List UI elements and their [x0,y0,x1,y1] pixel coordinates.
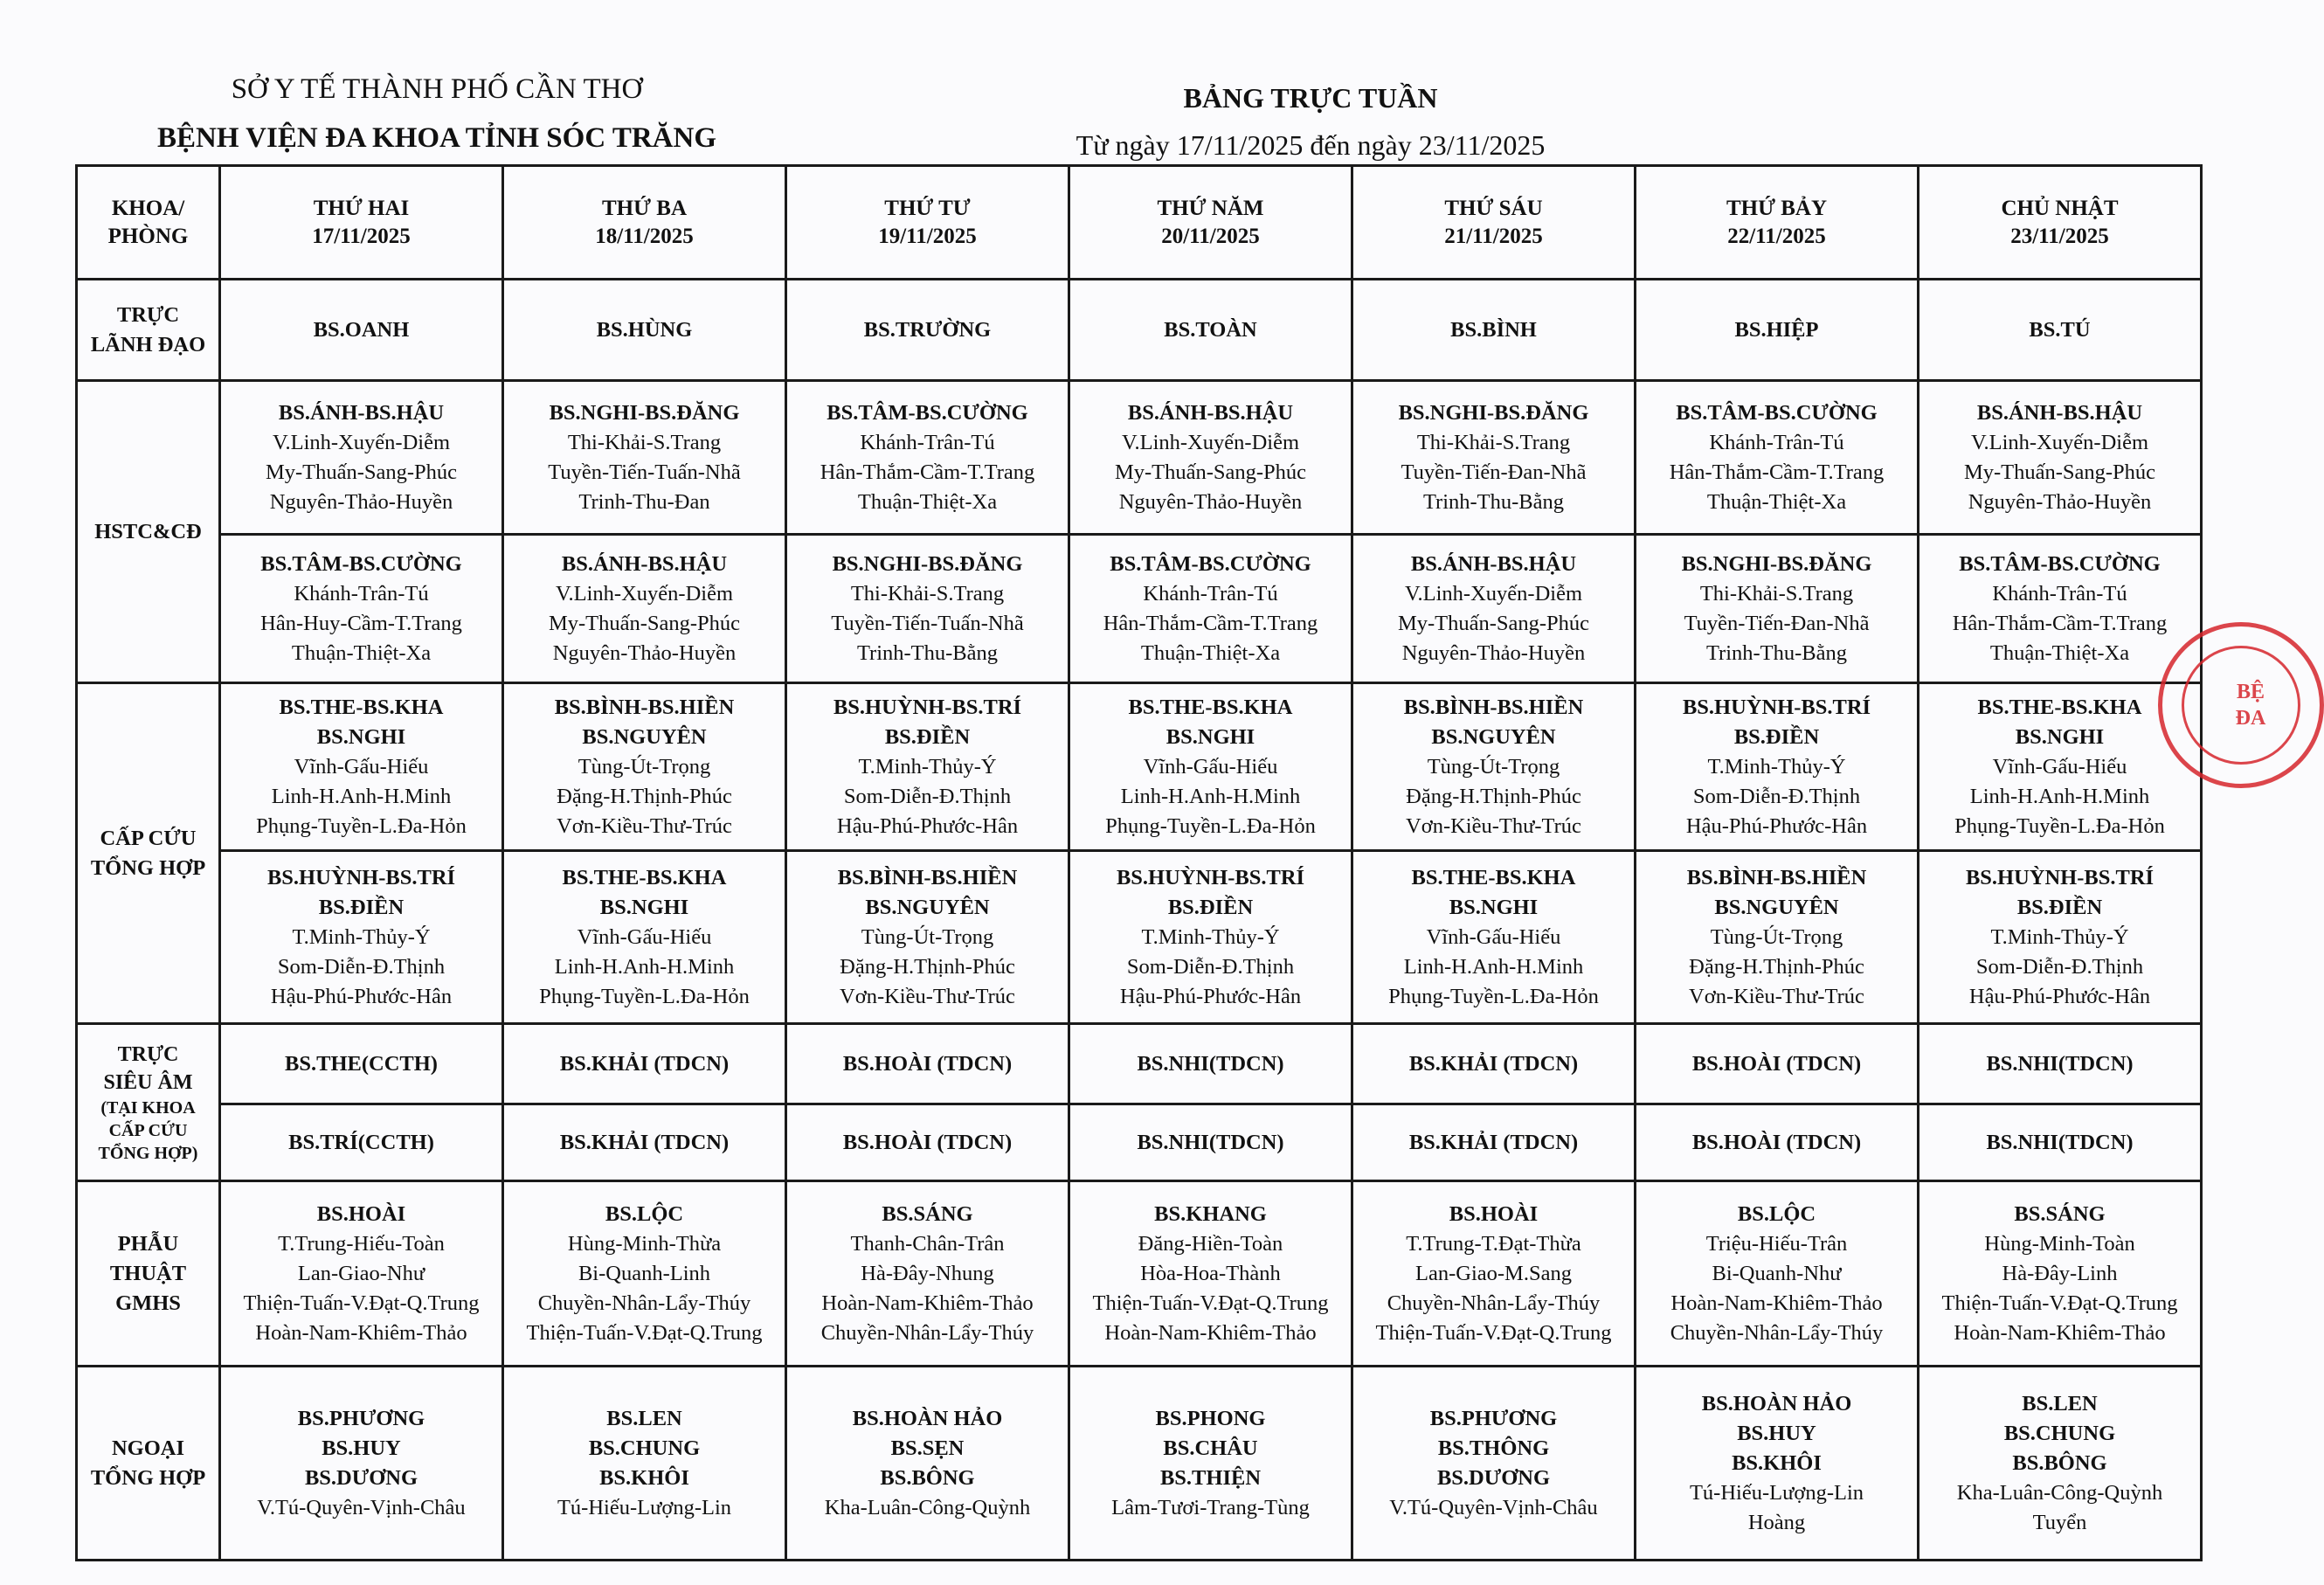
table-cell: BS.ÁNH-BS.HẬU V.Linh-Xuyến-Diễm My-Thuấn-Sang-Phúc Nguyên-Thảo-Huyền [1919,381,2202,535]
day-header-sun: CHỦ NHẬT 23/11/2025 [1919,166,2202,280]
table-cell: BS.HUỲNH-BS.TRÍ BS.ĐIỀN T.Minh-Thủy-Ý Som-Diễn-Đ.Thịnh Hậu-Phú-Phước-Hân [786,683,1069,851]
table-cell: BS.THE-BS.KHA BS.NGHI Vĩnh-Gấu-Hiếu Linh-H.Anh-H.Minh Phụng-Tuyền-L.Đa-Hỏn [1919,683,2202,851]
table-cell: BS.LEN BS.CHUNG BS.BÔNG Kha-Luân-Công-Quỳnh Tuyển [1919,1367,2202,1561]
table-cell: BS.SÁNG Hùng-Minh-Toàn Hà-Đây-Linh Thiện-Tuấn-V.Đạt-Q.Trung Hoàn-Nam-Khiêm-Thảo [1919,1181,2202,1367]
table-cell: BS.NHI(TDCN) [1919,1104,2202,1181]
table-cell: BS.HOÀN HẢO BS.HUY BS.KHÔI Tú-Hiếu-Lượng-Lin Hoàng [1636,1367,1919,1561]
table-cell: BS.LEN BS.CHUNG BS.KHÔI Tú-Hiếu-Lượng-Lin [503,1367,786,1561]
hstc-row-1 [77,381,2202,535]
table-cell: BS.TRƯỜNG [786,280,1069,381]
table-cell: BS.HOÀI T.Trung-T.Đạt-Thừa Lan-Giao-M.Sang Chuyền-Nhân-Lẩy-Thúy Thiện-Tuấn-V.Đạt-Q.Trung [1352,1181,1636,1367]
table-cell: BS.THE-BS.KHA BS.NGHI Vĩnh-Gấu-Hiếu Linh-H.Anh-H.Minh Phụng-Tuyền-L.Đa-Hỏn [220,683,503,851]
leadership-row [77,280,2202,381]
table-cell: BS.NGHI-BS.ĐĂNG Thi-Khải-S.Trang Tuyền-Tiến-Đan-Nhã Trinh-Thu-Bằng [1352,381,1636,535]
table-cell: BS.HUỲNH-BS.TRÍ BS.ĐIỀN T.Minh-Thủy-Ý Som-Diễn-Đ.Thịnh Hậu-Phú-Phước-Hân [1069,851,1352,1024]
dept-header-line: KHOA/ [111,196,185,220]
table-cell: BS.KHẢI (TDCN) [503,1024,786,1104]
table-cell: BS.KHẢI (TDCN) [1352,1024,1636,1104]
er-row-2 [77,851,2202,1024]
document-title: BẢNG TRỰC TUẦN [1183,82,1438,114]
table-cell: BS.HOÀI (TDCN) [786,1024,1069,1104]
table-cell: BS.HIỆP [1636,280,1919,381]
er-row-1 [77,683,2202,851]
table-cell: BS.TÂM-BS.CƯỜNG Khánh-Trân-Tú Hân-Thắm-Cầm-T.Trang Thuận-Thiệt-Xa [786,381,1069,535]
date-range: Từ ngày 17/11/2025 đến ngày 23/11/2025 [1076,129,1546,161]
table-cell: BS.TÂM-BS.CƯỜNG Khánh-Trân-Tú Hân-Huy-Cầm-T.Trang Thuận-Thiệt-Xa [220,535,503,683]
ultrasound-row-1 [77,1024,2202,1104]
table-cell: BS.NHI(TDCN) [1919,1024,2202,1104]
table-cell: BS.PHƯƠNG BS.HUY BS.DƯƠNG V.Tú-Quyên-Vịnh-Châu [220,1367,503,1561]
table-cell: BS.BÌNH-BS.HIỀN BS.NGUYÊN Tùng-Út-Trọng Đặng-H.Thịnh-Phúc Vơn-Kiều-Thư-Trúc [1636,851,1919,1024]
table-cell: BS.HOÀI (TDCN) [1636,1104,1919,1181]
dept-label-surgery: PHẪU THUẬT GMHS [77,1181,220,1367]
day-header-tue: THỨ BA 18/11/2025 [503,166,786,280]
table-cell: BS.TOÀN [1069,280,1352,381]
table-cell: BS.ÁNH-BS.HẬU V.Linh-Xuyến-Diễm My-Thuấn-Sang-Phúc Nguyên-Thảo-Huyền [1352,535,1636,683]
day-header-wed: THỨ TƯ 19/11/2025 [786,166,1069,280]
table-cell: BS.TÂM-BS.CƯỜNG Khánh-Trân-Tú Hân-Thắm-Cầm-T.Trang Thuận-Thiệt-Xa [1069,535,1352,683]
ultrasound-row-2 [77,1104,2202,1181]
dept-header-line: PHÒNG [107,224,189,248]
table-cell: BS.SÁNG Thanh-Chân-Trân Hà-Đây-Nhung Hoàn-Nam-Khiêm-Thảo Chuyền-Nhân-Lẩy-Thúy [786,1181,1069,1367]
table-cell: BS.THE-BS.KHA BS.NGHI Vĩnh-Gấu-Hiếu Linh-H.Anh-H.Minh Phụng-Tuyền-L.Đa-Hỏn [1352,851,1636,1024]
table-cell: BS.NGHI-BS.ĐĂNG Thi-Khải-S.Trang Tuyền-Tiến-Tuấn-Nhã Trinh-Thu-Đan [503,381,786,535]
table-cell: BS.BÌNH-BS.HIỀN BS.NGUYÊN Tùng-Út-Trọng Đặng-H.Thịnh-Phúc Vơn-Kiều-Thư-Trúc [786,851,1069,1024]
duty-roster-table [75,164,2203,1561]
day-header-mon: THỨ HAI 17/11/2025 [220,166,503,280]
table-cell: BS.HOÀI (TDCN) [786,1104,1069,1181]
surgery-row [77,1181,2202,1367]
table-cell: BS.TÚ [1919,280,2202,381]
table-cell: BS.NHI(TDCN) [1069,1104,1352,1181]
table-cell: BS.THE-BS.KHA BS.NGHI Vĩnh-Gấu-Hiếu Linh-H.Anh-H.Minh Phụng-Tuyền-L.Đa-Hỏn [1069,683,1352,851]
table-cell: BS.HOÀI T.Trung-Hiếu-Toàn Lan-Giao-Như Thiện-Tuấn-V.Đạt-Q.Trung Hoàn-Nam-Khiêm-Thảo [220,1181,503,1367]
seal-text: BỆ ĐA [2235,681,2266,730]
table-cell: BS.HÙNG [503,280,786,381]
table-cell: BS.PHƯƠNG BS.THÔNG BS.DƯƠNG V.Tú-Quyên-Vịnh-Châu [1352,1367,1636,1561]
table-cell: BS.ÁNH-BS.HẬU V.Linh-Xuyến-Diễm My-Thuấn-Sang-Phúc Nguyên-Thảo-Huyền [503,535,786,683]
table-cell: BS.BÌNH-BS.HIỀN BS.NGUYÊN Tùng-Út-Trọng Đặng-H.Thịnh-Phúc Vơn-Kiều-Thư-Trúc [1352,683,1636,851]
hospital-name: BỆNH VIỆN ĐA KHOA TỈNH SÓC TRĂNG [157,122,716,154]
table-cell: BS.KHẢI (TDCN) [503,1104,786,1181]
table-cell: BS.THE(CCTH) [220,1024,503,1104]
day-header-sat: THỨ BẢY 22/11/2025 [1636,166,1919,280]
table-cell: BS.KHANG Đăng-Hiền-Toàn Hòa-Hoa-Thành Thiện-Tuấn-V.Đạt-Q.Trung Hoàn-Nam-Khiêm-Thảo [1069,1181,1352,1367]
table-cell: BS.TRÍ(CCTH) [220,1104,503,1181]
day-header-thu: THỨ NĂM 20/11/2025 [1069,166,1352,280]
table-cell: BS.LỘC Hùng-Minh-Thừa Bi-Quanh-Linh Chuyền-Nhân-Lẩy-Thúy Thiện-Tuấn-V.Đạt-Q.Trung [503,1181,786,1367]
hstc-row-2 [77,535,2202,683]
table-cell: BS.TÂM-BS.CƯỜNG Khánh-Trân-Tú Hân-Thắm-Cầm-T.Trang Thuận-Thiệt-Xa [1636,381,1919,535]
day-header-fri: THỨ SÁU 21/11/2025 [1352,166,1636,280]
header-row [77,166,2202,280]
org-parent-name: SỞ Y TẾ THÀNH PHỐ CẦN THƠ [231,73,643,105]
table-cell: BS.THE-BS.KHA BS.NGHI Vĩnh-Gấu-Hiếu Linh-H.Anh-H.Minh Phụng-Tuyền-L.Đa-Hỏn [503,851,786,1024]
dept-label-hstc: HSTC&CĐ [77,381,220,683]
table-cell: BS.ÁNH-BS.HẬU V.Linh-Xuyến-Diễm My-Thuấn-Sang-Phúc Nguyên-Thảo-Huyền [220,381,503,535]
table-cell: BS.KHẢI (TDCN) [1352,1104,1636,1181]
dept-label-leadership: TRỰC LÃNH ĐẠO [77,280,220,381]
external-row [77,1367,2202,1561]
table-cell: BS.NHI(TDCN) [1069,1024,1352,1104]
table-cell: BS.OANH [220,280,503,381]
table-cell: BS.HOÀN HẢO BS.SẸN BS.BÔNG Kha-Luân-Công-Quỳnh [786,1367,1069,1561]
table-cell: BS.NGHI-BS.ĐĂNG Thi-Khải-S.Trang Tuyền-Tiến-Đan-Nhã Trinh-Thu-Bằng [1636,535,1919,683]
table-cell: BS.ÁNH-BS.HẬU V.Linh-Xuyến-Diễm My-Thuấn-Sang-Phúc Nguyên-Thảo-Huyền [1069,381,1352,535]
table-cell: BS.BÌNH [1352,280,1636,381]
table-cell: BS.NGHI-BS.ĐĂNG Thi-Khải-S.Trang Tuyền-Tiến-Tuấn-Nhã Trinh-Thu-Bằng [786,535,1069,683]
table-cell: BS.BÌNH-BS.HIỀN BS.NGUYÊN Tùng-Út-Trọng Đặng-H.Thịnh-Phúc Vơn-Kiều-Thư-Trúc [503,683,786,851]
dept-column-header [77,166,220,280]
dept-label-emergency: CẤP CỨU TỔNG HỢP [77,683,220,1024]
table-cell: BS.HUỲNH-BS.TRÍ BS.ĐIỀN T.Minh-Thủy-Ý Som-Diễn-Đ.Thịnh Hậu-Phú-Phước-Hân [1636,683,1919,851]
dept-label-ultrasound: TRỰC SIÊU ÂM (TẠI KHOA CẤP CỨU TỔNG HỢP) [77,1024,220,1181]
hospital-seal-stamp [2158,622,2324,788]
table-cell: BS.PHONG BS.CHÂU BS.THIỆN Lâm-Tươi-Trang-Tùng [1069,1367,1352,1561]
table-cell: BS.HOÀI (TDCN) [1636,1024,1919,1104]
table-cell: BS.HUỲNH-BS.TRÍ BS.ĐIỀN T.Minh-Thủy-Ý Som-Diễn-Đ.Thịnh Hậu-Phú-Phước-Hân [1919,851,2202,1024]
table-cell: BS.LỘC Triệu-Hiếu-Trân Bi-Quanh-Như Hoàn-Nam-Khiêm-Thảo Chuyền-Nhân-Lẩy-Thúy [1636,1181,1919,1367]
dept-label-external: NGOẠI TỔNG HỢP [77,1367,220,1561]
table-cell: BS.TÂM-BS.CƯỜNG Khánh-Trân-Tú Hân-Thắm-Cầm-T.Trang Thuận-Thiệt-Xa [1919,535,2202,683]
table-cell: BS.HUỲNH-BS.TRÍ BS.ĐIỀN T.Minh-Thủy-Ý Som-Diễn-Đ.Thịnh Hậu-Phú-Phước-Hân [220,851,503,1024]
